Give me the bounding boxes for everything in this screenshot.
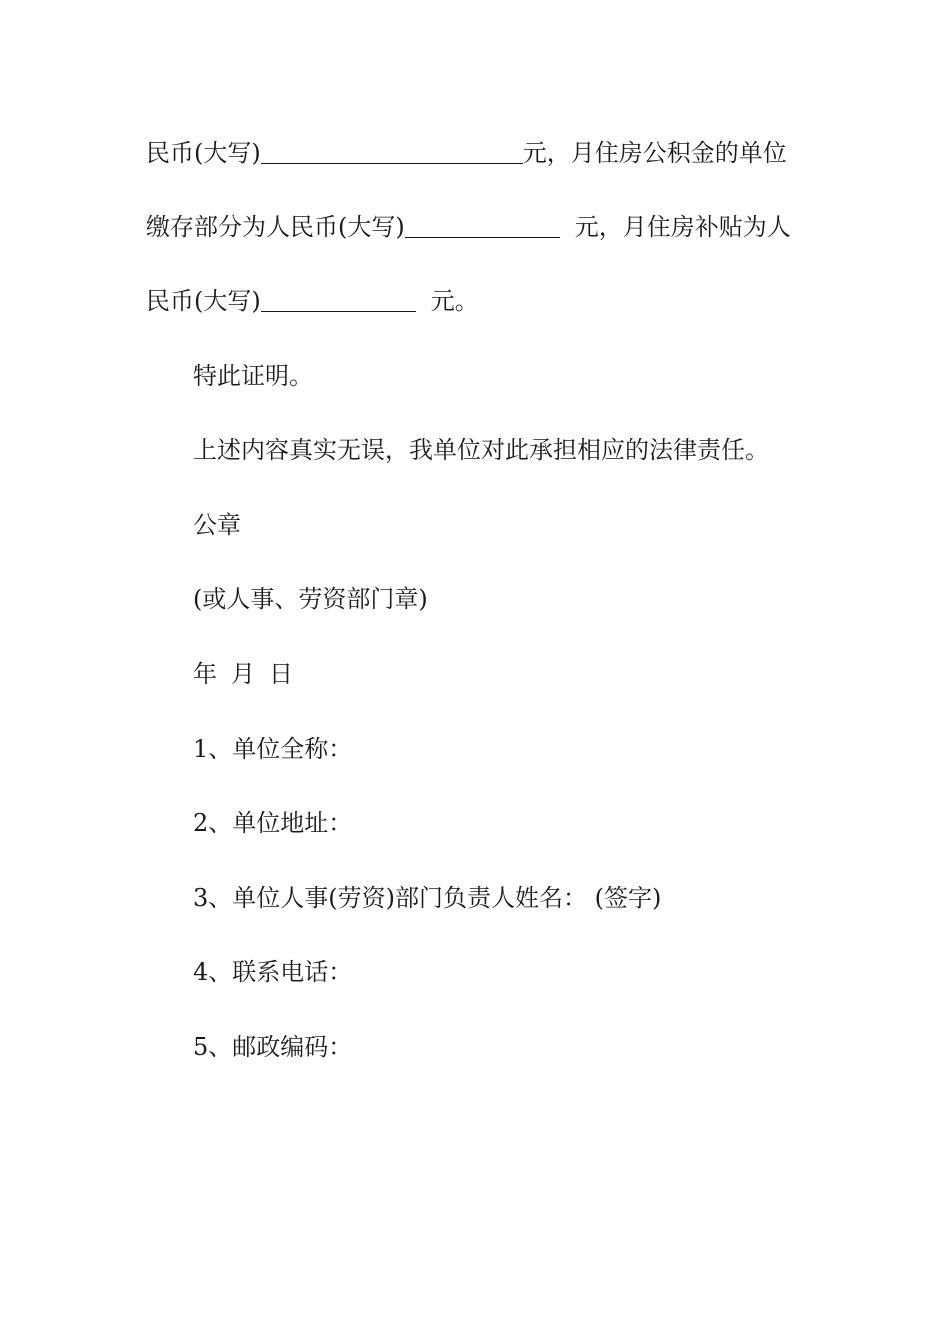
fill-in-blank[interactable] [261,289,416,312]
seal-alternative-label: (或人事、劳资部门章) [193,585,428,613]
list-item-postal-code: 5、邮政编码： [193,1033,353,1061]
list-item-hr-signature: 3、单位人事(劳资)部门负责人姓名： (签字) [193,884,662,912]
text-segment: 元，月住房补贴为人 [574,213,791,241]
list-item-company-name: 1、单位全称： [193,735,353,763]
text-segment: 民币(大写) [146,287,261,315]
list-item-company-address: 2、单位地址： [193,809,353,837]
date-line [193,659,293,689]
salary-line-3 [146,286,479,316]
fill-in-blank[interactable] [261,141,523,164]
text-segment: 元，月住房公积金的单位 [522,139,787,167]
salary-line-1 [146,138,787,168]
text-segment: 缴存部分为人民币(大写) [146,213,405,241]
date-month: 月 [231,660,255,688]
fill-in-blank[interactable] [405,215,560,238]
text-segment: 民币(大写) [146,139,261,167]
date-year: 年 [193,660,217,688]
list-item-phone: 4、联系电话： [193,958,353,986]
declaration-statement: 上述内容真实无误，我单位对此承担相应的法律责任。 [193,436,769,464]
text-segment: 元。 [430,287,479,315]
salary-line-2 [146,212,791,242]
proof-statement: 特此证明。 [193,362,313,390]
seal-label: 公章 [193,511,241,539]
date-day: 日 [269,660,293,688]
